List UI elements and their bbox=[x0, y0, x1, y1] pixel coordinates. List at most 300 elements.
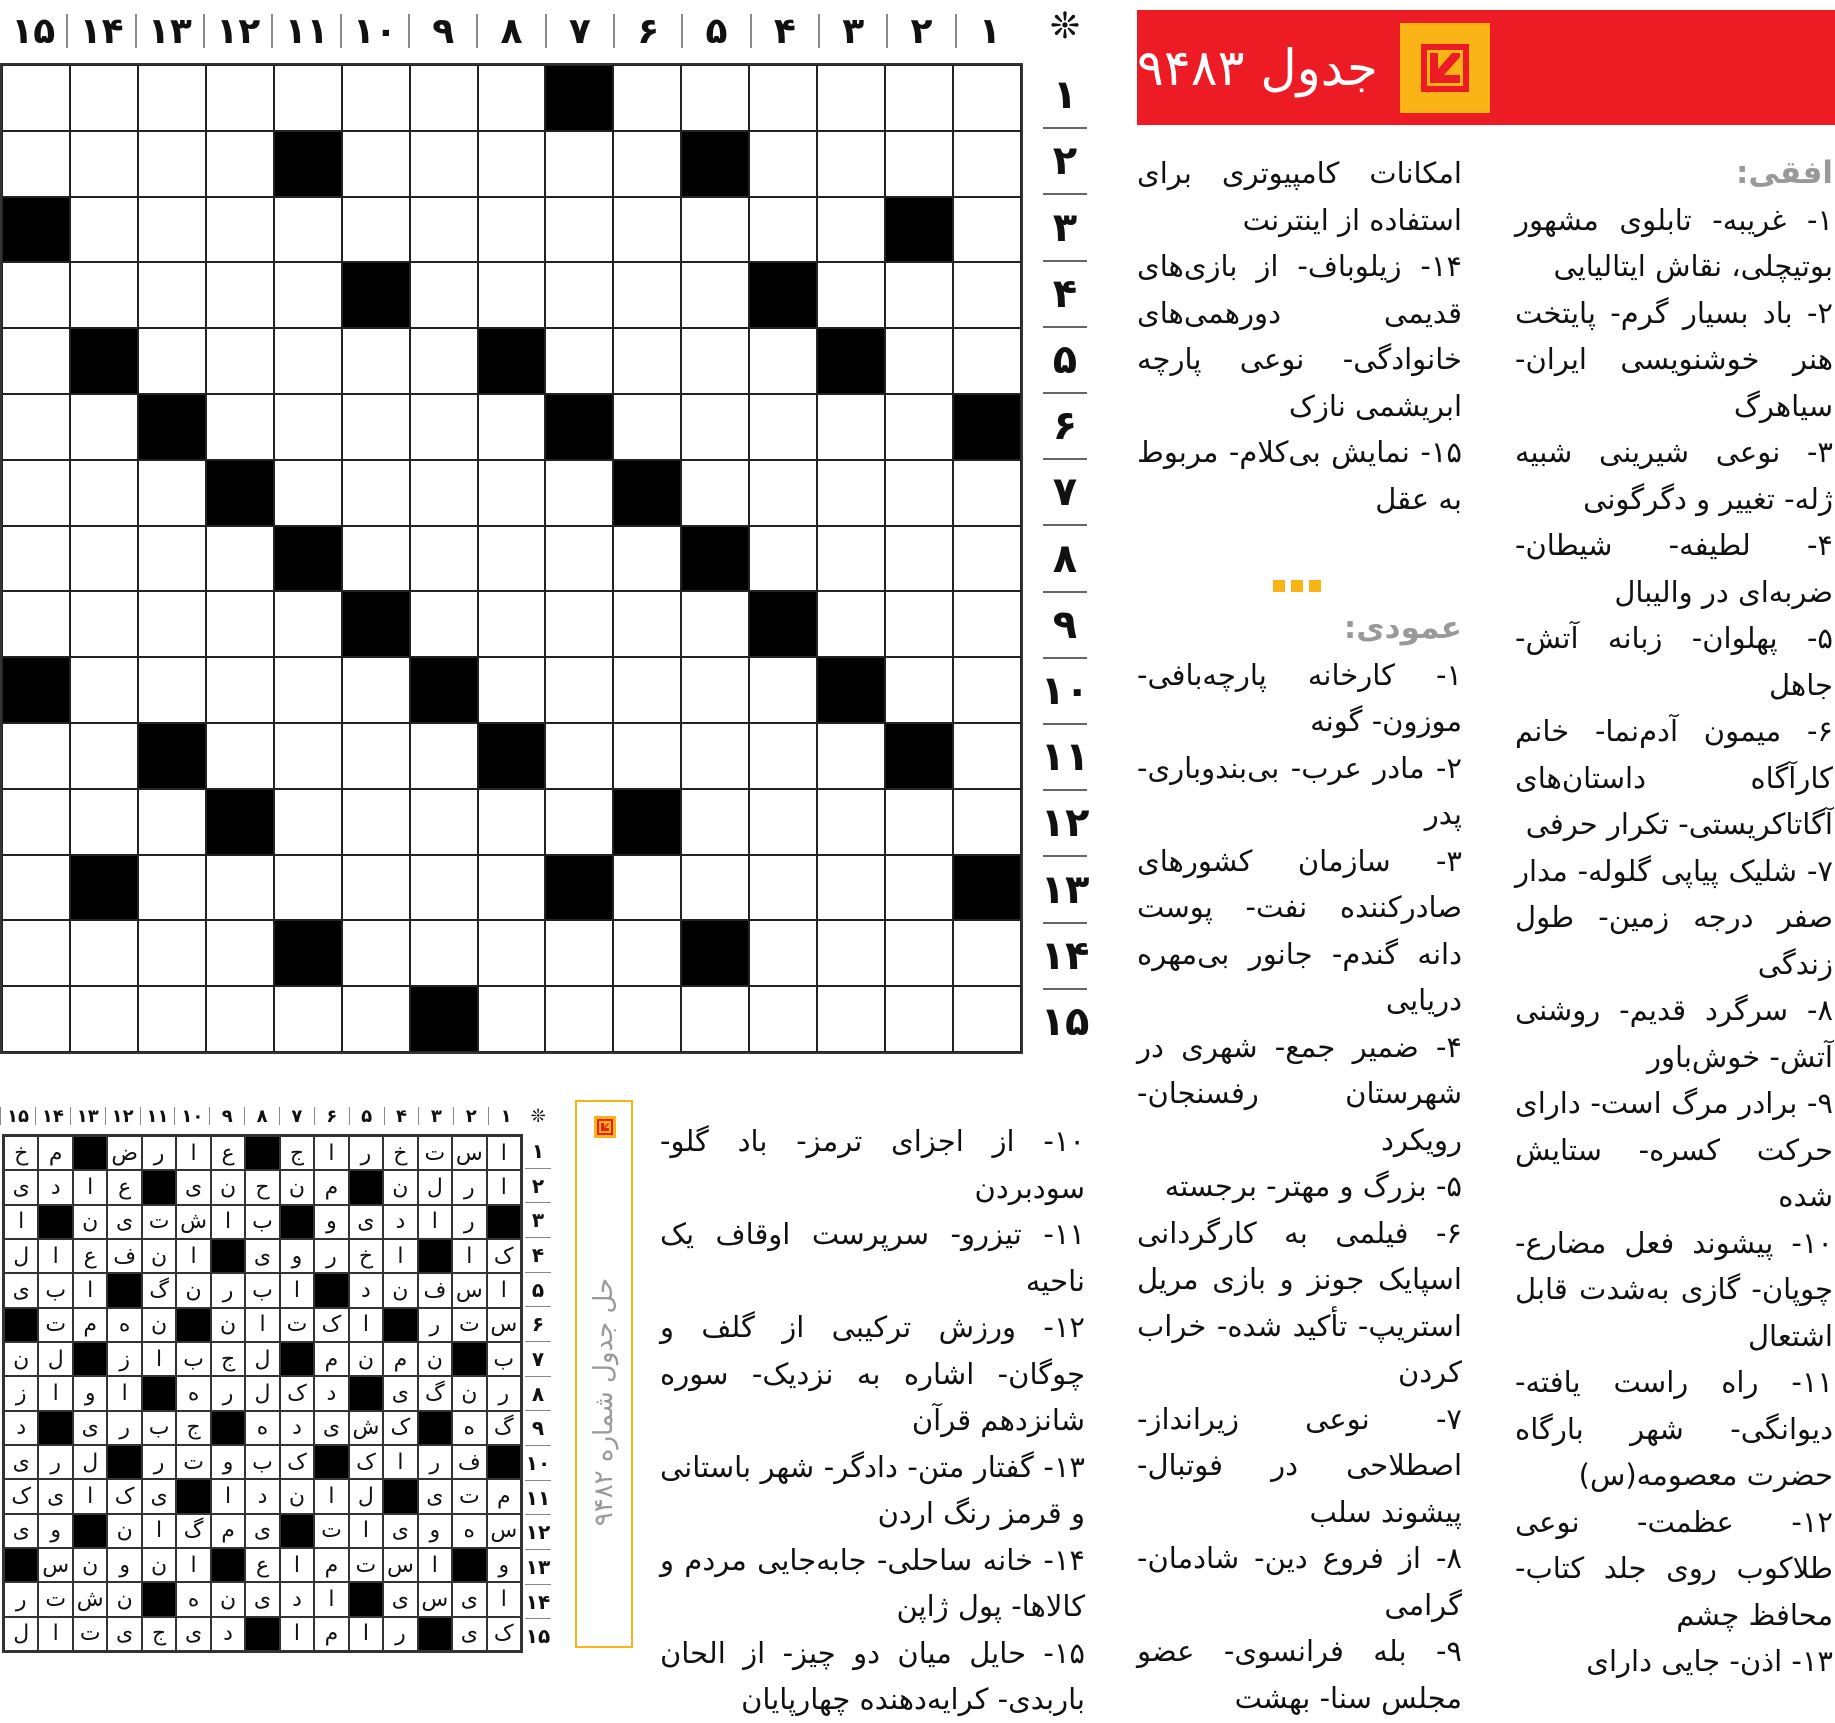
grid-cell[interactable] bbox=[817, 920, 885, 986]
vertical-clue: ۱۴- خانه ساحلی- جابه‌جایی مردم و کالاها- پول ژاپن bbox=[660, 1542, 1085, 1623]
grid-cell[interactable] bbox=[138, 328, 206, 394]
grid-cell[interactable] bbox=[749, 723, 817, 789]
grid-cell[interactable] bbox=[613, 723, 681, 789]
grid-cell[interactable] bbox=[613, 197, 681, 263]
horizontal-clue: ۵- پهلوان- زبانه آتش- جاهل bbox=[1515, 621, 1833, 702]
grid-cell[interactable] bbox=[749, 855, 817, 921]
solution-cell: ب bbox=[38, 1273, 72, 1307]
grid-cell[interactable] bbox=[206, 526, 274, 592]
solution-cell: ن bbox=[418, 1342, 452, 1376]
grid-cell[interactable] bbox=[410, 723, 478, 789]
grid-cell[interactable] bbox=[953, 789, 1021, 855]
solution-cell: س bbox=[418, 1582, 452, 1616]
grid-cell[interactable] bbox=[478, 131, 546, 197]
grid-cell[interactable] bbox=[342, 986, 410, 1052]
solution-cell: م bbox=[383, 1342, 417, 1376]
solution-cell: ع bbox=[73, 1239, 107, 1273]
black-cell bbox=[4, 1548, 38, 1582]
grid-cell[interactable] bbox=[749, 789, 817, 855]
grid-cell[interactable] bbox=[613, 986, 681, 1052]
grid-cell[interactable] bbox=[613, 131, 681, 197]
grid-cell[interactable] bbox=[2, 920, 70, 986]
grid-cell[interactable] bbox=[953, 526, 1021, 592]
grid-cell[interactable] bbox=[410, 855, 478, 921]
grid-cell[interactable] bbox=[613, 394, 681, 460]
solution-cell: ن bbox=[107, 1582, 141, 1616]
grid-cell[interactable] bbox=[885, 262, 953, 328]
grid-cell[interactable] bbox=[885, 591, 953, 657]
horizontal-clue: ۱۱- راه راست یافته- دیوانگی- شهر بارگاه حضرت معصومه(س) bbox=[1515, 1365, 1833, 1492]
grid-cell[interactable] bbox=[953, 197, 1021, 263]
grid-cell[interactable] bbox=[70, 131, 138, 197]
grid-cell[interactable] bbox=[138, 526, 206, 592]
grid-cell[interactable] bbox=[342, 328, 410, 394]
grid-cell[interactable] bbox=[342, 855, 410, 921]
grid-cell[interactable] bbox=[2, 526, 70, 592]
row-number: ۵ bbox=[525, 1273, 551, 1308]
grid-cell[interactable] bbox=[478, 657, 546, 723]
solution-cell: م bbox=[314, 1342, 348, 1376]
grid-cell[interactable] bbox=[953, 920, 1021, 986]
grid-cell[interactable] bbox=[70, 591, 138, 657]
grid-cell[interactable] bbox=[206, 723, 274, 789]
grid-cell[interactable] bbox=[681, 328, 749, 394]
grid-cell[interactable] bbox=[749, 657, 817, 723]
black-cell bbox=[953, 855, 1021, 921]
grid-cell[interactable] bbox=[206, 197, 274, 263]
grid-cell[interactable] bbox=[681, 657, 749, 723]
solution-cell: م bbox=[314, 1617, 348, 1651]
grid-cell[interactable] bbox=[817, 262, 885, 328]
solution-cell: ع bbox=[107, 1170, 141, 1204]
grid-cell[interactable] bbox=[545, 789, 613, 855]
grid-cell[interactable] bbox=[478, 65, 546, 131]
grid-cell[interactable] bbox=[274, 591, 342, 657]
solution-cell: ا bbox=[38, 1617, 72, 1651]
solution-cell: ن bbox=[211, 1170, 245, 1204]
grid-cell[interactable] bbox=[138, 920, 206, 986]
grid-cell[interactable] bbox=[206, 65, 274, 131]
solution-cell: س bbox=[487, 1514, 521, 1548]
solution-cell: ر bbox=[211, 1376, 245, 1410]
grid-cell[interactable] bbox=[410, 789, 478, 855]
grid-cell[interactable] bbox=[545, 657, 613, 723]
grid-cell[interactable] bbox=[478, 394, 546, 460]
grid-cell[interactable] bbox=[817, 591, 885, 657]
grid-cell[interactable] bbox=[478, 460, 546, 526]
solution-cell: ع bbox=[245, 1548, 279, 1582]
solution-cell: ی bbox=[73, 1411, 107, 1445]
grid-cell[interactable] bbox=[138, 986, 206, 1052]
grid-cell[interactable] bbox=[478, 986, 546, 1052]
grid-cell[interactable] bbox=[817, 789, 885, 855]
grid-cell[interactable] bbox=[545, 197, 613, 263]
row-number: ۲ bbox=[1043, 129, 1087, 195]
grid-cell[interactable] bbox=[274, 394, 342, 460]
grid-cell[interactable] bbox=[342, 394, 410, 460]
grid-cell[interactable] bbox=[410, 65, 478, 131]
grid-cell[interactable] bbox=[2, 789, 70, 855]
solution-cell: ا bbox=[418, 1205, 452, 1239]
grid-cell[interactable] bbox=[885, 526, 953, 592]
grid-cell[interactable] bbox=[2, 262, 70, 328]
black-cell bbox=[681, 131, 749, 197]
grid-cell[interactable] bbox=[410, 262, 478, 328]
grid-cell[interactable] bbox=[817, 986, 885, 1052]
grid-cell[interactable] bbox=[2, 723, 70, 789]
vertical-clue: ۴- ضمیر جمع- شهری در شهرستان رفسنجان- رویکرد bbox=[1137, 1029, 1462, 1157]
grid-cell[interactable] bbox=[138, 197, 206, 263]
row-number: ۱ bbox=[525, 1134, 551, 1169]
grid-cell[interactable] bbox=[342, 460, 410, 526]
grid-cell[interactable] bbox=[342, 197, 410, 263]
solution-cell: و bbox=[107, 1548, 141, 1582]
grid-cell[interactable] bbox=[138, 591, 206, 657]
grid-cell[interactable] bbox=[817, 723, 885, 789]
grid-cell[interactable] bbox=[70, 723, 138, 789]
arrow-down-left-icon bbox=[594, 1116, 616, 1138]
grid-cell[interactable] bbox=[478, 591, 546, 657]
grid-cell[interactable] bbox=[953, 65, 1021, 131]
grid-cell[interactable] bbox=[206, 657, 274, 723]
grid-cell[interactable] bbox=[681, 723, 749, 789]
grid-cell[interactable] bbox=[885, 657, 953, 723]
black-cell bbox=[70, 328, 138, 394]
grid-cell[interactable] bbox=[206, 591, 274, 657]
grid-corner-star-icon: ❊ bbox=[1049, 6, 1081, 47]
grid-cell[interactable] bbox=[410, 920, 478, 986]
grid-cell[interactable] bbox=[817, 526, 885, 592]
grid-cell[interactable] bbox=[410, 131, 478, 197]
horizontal-clue: ۳- نوعی شیرینی شبیه ژله- تغییر و دگرگونی bbox=[1515, 435, 1833, 516]
vertical-clue: ۸- از فروع دین- شادمان- گرامی bbox=[1137, 1541, 1462, 1622]
solution-cell: ی bbox=[383, 1376, 417, 1410]
row-number: ۱۰ bbox=[1043, 659, 1087, 725]
grid-cell[interactable] bbox=[70, 657, 138, 723]
solution-cell: ا bbox=[383, 1239, 417, 1273]
grid-cell[interactable] bbox=[953, 657, 1021, 723]
grid-cell[interactable] bbox=[749, 131, 817, 197]
row-number: ۸ bbox=[1043, 526, 1087, 592]
row-number: ۱۵ bbox=[1040, 998, 1090, 1045]
grid-cell[interactable] bbox=[410, 197, 478, 263]
grid-cell[interactable] bbox=[681, 262, 749, 328]
black-cell bbox=[885, 197, 953, 263]
column-number: ۸ bbox=[476, 14, 544, 48]
row-number: ۱۵ bbox=[525, 1624, 551, 1649]
row-number: ۹ bbox=[1043, 593, 1087, 659]
grid-cell[interactable] bbox=[138, 789, 206, 855]
solution-cell: ا bbox=[349, 1617, 383, 1651]
solution-cell: د bbox=[314, 1376, 348, 1410]
grid-cell[interactable] bbox=[274, 657, 342, 723]
vertical-clue: ۵- بزرگ و مهتر- برجسته bbox=[1164, 1169, 1462, 1203]
grid-cell[interactable] bbox=[749, 328, 817, 394]
grid-cell[interactable] bbox=[2, 131, 70, 197]
grid-cell[interactable] bbox=[342, 657, 410, 723]
grid-cell[interactable] bbox=[885, 328, 953, 394]
black-cell bbox=[314, 1273, 348, 1307]
vertical-clue: ۱۱- تیزرو- سرپرست اوقاف یک ناحیه bbox=[660, 1217, 1085, 1298]
grid-cell[interactable] bbox=[681, 591, 749, 657]
grid-cell[interactable] bbox=[138, 65, 206, 131]
grid-cell[interactable] bbox=[342, 131, 410, 197]
solution-cell: ا bbox=[211, 1479, 245, 1513]
solution-cell: ا bbox=[73, 1479, 107, 1513]
black-cell bbox=[817, 328, 885, 394]
grid-cell[interactable] bbox=[545, 262, 613, 328]
column-number: ۱۵ bbox=[11, 10, 56, 52]
grid-cell[interactable] bbox=[70, 920, 138, 986]
grid-cell[interactable] bbox=[2, 591, 70, 657]
solution-cell: ا bbox=[487, 1136, 521, 1170]
grid-cell[interactable] bbox=[953, 131, 1021, 197]
grid-cell[interactable] bbox=[953, 460, 1021, 526]
grid-cell[interactable] bbox=[545, 986, 613, 1052]
solution-cell: ز bbox=[4, 1376, 38, 1410]
grid-cell[interactable] bbox=[70, 262, 138, 328]
grid-cell[interactable] bbox=[410, 591, 478, 657]
grid-cell[interactable] bbox=[749, 394, 817, 460]
grid-cell[interactable] bbox=[342, 789, 410, 855]
solution-cell: ت bbox=[280, 1308, 314, 1342]
black-cell bbox=[410, 657, 478, 723]
grid-cell[interactable] bbox=[681, 460, 749, 526]
grid-cell[interactable] bbox=[545, 526, 613, 592]
solution-cell: ک bbox=[487, 1617, 521, 1651]
vertical-clue: ۲- مادر عرب- بی‌بندوباری- پدر bbox=[1137, 750, 1462, 831]
grid-cell[interactable] bbox=[953, 328, 1021, 394]
grid-cell[interactable] bbox=[613, 855, 681, 921]
solution-cell: ن bbox=[211, 1308, 245, 1342]
column-number: ۷ bbox=[279, 1107, 314, 1125]
solution-cell: ک bbox=[280, 1376, 314, 1410]
grid-cell[interactable] bbox=[613, 591, 681, 657]
grid-cell[interactable] bbox=[206, 394, 274, 460]
grid-cell[interactable] bbox=[885, 394, 953, 460]
row-number: ۱۴ bbox=[525, 1585, 551, 1620]
black-cell bbox=[211, 1239, 245, 1273]
grid-cell[interactable] bbox=[206, 328, 274, 394]
grid-cell[interactable] bbox=[274, 262, 342, 328]
solution-cell: ر bbox=[38, 1445, 72, 1479]
grid-cell[interactable] bbox=[885, 460, 953, 526]
grid-cell[interactable] bbox=[817, 131, 885, 197]
grid-cell[interactable] bbox=[206, 855, 274, 921]
solution-cell: ی bbox=[245, 1582, 279, 1616]
grid-cell[interactable] bbox=[70, 460, 138, 526]
grid-cell[interactable] bbox=[478, 855, 546, 921]
grid-cell[interactable] bbox=[613, 262, 681, 328]
grid-cell[interactable] bbox=[2, 986, 70, 1052]
grid-cell[interactable] bbox=[885, 789, 953, 855]
grid-cell[interactable] bbox=[274, 986, 342, 1052]
crossword-grid[interactable] bbox=[0, 63, 1023, 1054]
grid-cell[interactable] bbox=[545, 920, 613, 986]
horizontal-clue: ۱۰- پیشوند فعل مضارع- چوپان- گازی به‌شدت قابل اشتعال bbox=[1515, 1225, 1833, 1353]
grid-cell[interactable] bbox=[274, 855, 342, 921]
grid-cell[interactable] bbox=[817, 460, 885, 526]
grid-cell[interactable] bbox=[749, 920, 817, 986]
solution-cell: ت bbox=[314, 1514, 348, 1548]
grid-cell[interactable] bbox=[545, 723, 613, 789]
row-number: ۶ bbox=[1043, 394, 1087, 460]
grid-cell[interactable] bbox=[274, 197, 342, 263]
black-cell bbox=[107, 1273, 141, 1307]
grid-cell[interactable] bbox=[613, 328, 681, 394]
grid-cell[interactable] bbox=[410, 394, 478, 460]
grid-cell[interactable] bbox=[342, 723, 410, 789]
grid-cell[interactable] bbox=[206, 262, 274, 328]
grid-cell[interactable] bbox=[138, 460, 206, 526]
grid-cell[interactable] bbox=[2, 394, 70, 460]
grid-cell[interactable] bbox=[138, 131, 206, 197]
solution-cell: ن bbox=[142, 1239, 176, 1273]
grid-cell[interactable] bbox=[2, 460, 70, 526]
grid-cell[interactable] bbox=[817, 855, 885, 921]
solution-cell: ح bbox=[245, 1170, 279, 1204]
grid-cell[interactable] bbox=[613, 65, 681, 131]
grid-cell[interactable] bbox=[342, 920, 410, 986]
grid-cell[interactable] bbox=[885, 920, 953, 986]
grid-cell[interactable] bbox=[953, 262, 1021, 328]
grid-cell[interactable] bbox=[885, 986, 953, 1052]
grid-cell[interactable] bbox=[613, 526, 681, 592]
solution-cell: س bbox=[487, 1308, 521, 1342]
solution-cell: ن bbox=[176, 1273, 210, 1307]
grid-cell[interactable] bbox=[953, 986, 1021, 1052]
grid-cell[interactable] bbox=[138, 262, 206, 328]
column-number: ۱۱ bbox=[140, 1107, 175, 1125]
row-number: ۳ bbox=[1043, 195, 1087, 261]
grid-cell[interactable] bbox=[274, 789, 342, 855]
grid-cell[interactable] bbox=[206, 131, 274, 197]
grid-cell[interactable] bbox=[613, 920, 681, 986]
grid-cell[interactable] bbox=[70, 986, 138, 1052]
solution-cell: ش bbox=[73, 1582, 107, 1616]
column-number: ۵ bbox=[349, 1107, 384, 1125]
grid-cell[interactable] bbox=[274, 328, 342, 394]
grid-cell[interactable] bbox=[70, 65, 138, 131]
grid-cell[interactable] bbox=[545, 460, 613, 526]
grid-cell[interactable] bbox=[749, 526, 817, 592]
grid-cell[interactable] bbox=[2, 65, 70, 131]
column-number: ۱۴ bbox=[35, 1107, 70, 1125]
grid-cell[interactable] bbox=[681, 789, 749, 855]
solution-cell: ک bbox=[107, 1479, 141, 1513]
row-number: ۶ bbox=[525, 1307, 551, 1342]
grid-cell[interactable] bbox=[274, 65, 342, 131]
grid-cell[interactable] bbox=[342, 526, 410, 592]
solution-cell: خ bbox=[383, 1136, 417, 1170]
grid-cell[interactable] bbox=[410, 526, 478, 592]
grid-cell[interactable] bbox=[545, 328, 613, 394]
solution-cell: د bbox=[211, 1617, 245, 1651]
grid-cell[interactable] bbox=[206, 986, 274, 1052]
solution-cell: ا bbox=[314, 1479, 348, 1513]
grid-cell[interactable] bbox=[885, 855, 953, 921]
grid-cell[interactable] bbox=[749, 460, 817, 526]
grid-cell[interactable] bbox=[749, 197, 817, 263]
solution-cell: د bbox=[383, 1205, 417, 1239]
grid-cell[interactable] bbox=[545, 591, 613, 657]
grid-cell[interactable] bbox=[274, 723, 342, 789]
grid-cell[interactable] bbox=[817, 197, 885, 263]
solution-cell: ه bbox=[176, 1376, 210, 1410]
solution-cell: خ bbox=[349, 1239, 383, 1273]
solution-cell: م bbox=[38, 1136, 72, 1170]
black-cell bbox=[2, 197, 70, 263]
grid-cell[interactable] bbox=[681, 65, 749, 131]
grid-cell[interactable] bbox=[478, 789, 546, 855]
black-cell bbox=[274, 526, 342, 592]
grid-cell[interactable] bbox=[70, 394, 138, 460]
grid-cell[interactable] bbox=[70, 789, 138, 855]
black-cell bbox=[274, 920, 342, 986]
grid-cell[interactable] bbox=[2, 328, 70, 394]
grid-cell[interactable] bbox=[681, 986, 749, 1052]
column-number: ۱۲ bbox=[203, 14, 271, 48]
solution-cell: ا bbox=[314, 1582, 348, 1616]
row-number: ۱۱ bbox=[1043, 725, 1087, 791]
solution-cell: ن bbox=[280, 1170, 314, 1204]
grid-cell[interactable] bbox=[749, 65, 817, 131]
grid-cell[interactable] bbox=[681, 394, 749, 460]
solution-cell: ا bbox=[487, 1582, 521, 1616]
black-cell bbox=[349, 1376, 383, 1410]
black-cell bbox=[953, 394, 1021, 460]
black-cell bbox=[545, 394, 613, 460]
grid-cell[interactable] bbox=[70, 197, 138, 263]
row-number: ۴ bbox=[525, 1238, 551, 1273]
solution-cell: ج bbox=[211, 1342, 245, 1376]
grid-cell[interactable] bbox=[410, 460, 478, 526]
row-number: ۱۳ bbox=[525, 1550, 551, 1585]
grid-cell[interactable] bbox=[478, 920, 546, 986]
grid-cell[interactable] bbox=[138, 657, 206, 723]
grid-cell[interactable] bbox=[817, 65, 885, 131]
grid-cell[interactable] bbox=[70, 526, 138, 592]
solution-cell: ک bbox=[4, 1479, 38, 1513]
grid-cell[interactable] bbox=[749, 986, 817, 1052]
solution-cell: ن bbox=[73, 1548, 107, 1582]
grid-cell[interactable] bbox=[545, 131, 613, 197]
solution-cell: ی bbox=[4, 1445, 38, 1479]
grid-cell[interactable] bbox=[342, 65, 410, 131]
grid-cell[interactable] bbox=[274, 460, 342, 526]
grid-cell[interactable] bbox=[410, 328, 478, 394]
grid-cell[interactable] bbox=[613, 657, 681, 723]
grid-cell[interactable] bbox=[817, 394, 885, 460]
grid-cell[interactable] bbox=[953, 591, 1021, 657]
grid-cell[interactable] bbox=[138, 855, 206, 921]
grid-cell[interactable] bbox=[478, 526, 546, 592]
grid-cell[interactable] bbox=[681, 197, 749, 263]
solution-cell: ا bbox=[142, 1514, 176, 1548]
grid-cell[interactable] bbox=[953, 723, 1021, 789]
solution-cell: ه bbox=[452, 1411, 486, 1445]
grid-cell[interactable] bbox=[2, 855, 70, 921]
grid-cell[interactable] bbox=[206, 920, 274, 986]
grid-cell[interactable] bbox=[681, 855, 749, 921]
grid-cell[interactable] bbox=[885, 131, 953, 197]
grid-cell[interactable] bbox=[478, 197, 546, 263]
solution-cell: ی bbox=[142, 1479, 176, 1513]
grid-cell[interactable] bbox=[478, 262, 546, 328]
solution-cell: ی bbox=[176, 1170, 210, 1204]
solution-cell: ا bbox=[280, 1617, 314, 1651]
grid-cell[interactable] bbox=[885, 65, 953, 131]
